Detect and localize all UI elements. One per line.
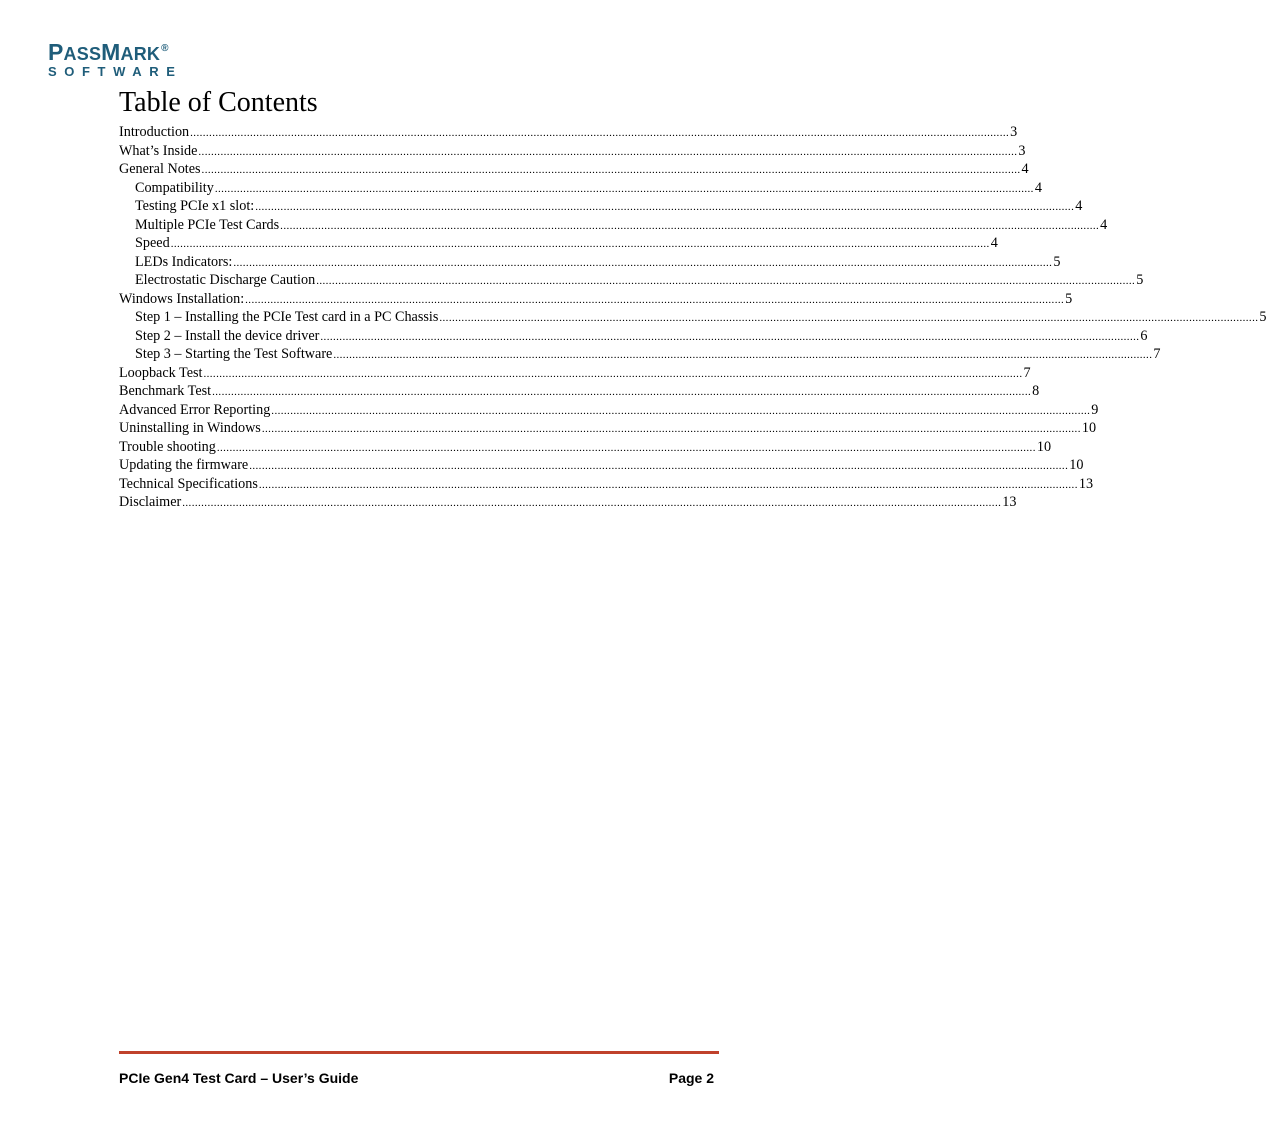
toc-entry-label: Advanced Error Reporting: [119, 401, 271, 418]
toc-entry-label: Benchmark Test: [119, 383, 212, 399]
toc-dot-leader: ....................................................................................................................................................................................................................................................................: [216, 441, 1036, 454]
toc-dot-leader: ....................................................................................................................................................................................................................................................................: [198, 145, 1018, 158]
toc-dot-leader: ....................................................................................................................................................................................................................................................................: [182, 497, 1002, 509]
registered-mark: ®: [161, 43, 169, 54]
toc-entry[interactable]: [119, 142, 1026, 161]
toc-dot-leader: ....................................................................................................................................................................................................................................................................: [255, 201, 1075, 213]
toc-entry-page: 4: [1100, 216, 1108, 233]
toc-entry-label: Testing PCIe x1 slot:: [135, 198, 255, 214]
toc-entry[interactable]: [119, 290, 1073, 309]
toc-dot-leader: ....................................................................................................................................................................................................................................................................: [320, 330, 1140, 343]
toc-entry[interactable]: [119, 234, 998, 253]
footer-page-number: Page 2: [668, 1070, 714, 1086]
toc-entry-page: 6: [1140, 327, 1148, 344]
toc-dot-leader: ....................................................................................................................................................................................................................................................................: [271, 404, 1091, 417]
toc-entry-label: Updating the firmware: [119, 457, 249, 473]
toc-entry[interactable]: [119, 308, 1266, 327]
toc-dot-leader: ....................................................................................................................................................................................................................................................................: [212, 386, 1032, 398]
toc-entry-page: 7: [1023, 364, 1031, 381]
toc-entry-page: 10: [1036, 438, 1052, 455]
toc-entry[interactable]: [119, 345, 1161, 364]
toc-entry[interactable]: [119, 197, 1083, 216]
toc-entry-label: General Notes: [119, 161, 201, 177]
toc-dot-leader: ....................................................................................................................................................................................................................................................................: [316, 275, 1136, 287]
toc-entry-page: 3: [1018, 142, 1026, 159]
toc-entry[interactable]: [119, 438, 1052, 457]
toc-dot-leader: ....................................................................................................................................................................................................................................................................: [245, 293, 1065, 306]
toc-dot-leader: ....................................................................................................................................................................................................................................................................: [261, 423, 1081, 435]
toc-entry-label: Loopback Test: [119, 364, 203, 381]
toc-entry-page: 5: [1065, 290, 1073, 307]
toc-entry[interactable]: [119, 123, 1018, 142]
toc-dot-leader: ....................................................................................................................................................................................................................................................................: [190, 127, 1010, 139]
toc-entry-label: Trouble shooting: [119, 438, 216, 455]
toc-entry-page: 5: [1259, 309, 1266, 325]
toc-entry[interactable]: [119, 493, 1017, 512]
logo-subtitle: SOFTWARE: [48, 64, 183, 79]
toc-dot-leader: ....................................................................................................................................................................................................................................................................: [258, 478, 1078, 491]
toc-entry[interactable]: [119, 327, 1148, 346]
toc-entry[interactable]: [119, 456, 1084, 475]
toc-entry-page: 5: [1053, 253, 1061, 270]
toc-entry-label: Windows Installation:: [119, 290, 245, 307]
toc-entry-label: Technical Specifications: [119, 475, 258, 492]
toc-dot-leader: ....................................................................................................................................................................................................................................................................: [249, 460, 1069, 472]
toc-entry-label: Step 1 – Installing the PCIe Test card in a PC Chassis: [135, 309, 439, 325]
toc-dot-leader: ....................................................................................................................................................................................................................................................................: [333, 349, 1153, 361]
toc-entry-label: Compatibility: [135, 179, 214, 196]
toc-entry-page: 7: [1153, 346, 1161, 362]
toc-entry-page: 10: [1081, 420, 1097, 436]
toc-entry[interactable]: [119, 382, 1040, 401]
toc-entry-label: Disclaimer: [119, 494, 182, 510]
toc-list: [119, 123, 1266, 512]
toc-entry-page: 13: [1078, 475, 1094, 492]
toc-entry[interactable]: [119, 271, 1144, 290]
toc-entry-page: 4: [1034, 179, 1042, 196]
toc-entry[interactable]: [119, 364, 1031, 383]
toc-entry[interactable]: [119, 419, 1097, 438]
toc-entry-page: 4: [990, 235, 998, 251]
toc-entry[interactable]: [119, 216, 1108, 235]
toc-entry-label: Electrostatic Discharge Caution: [135, 272, 316, 288]
toc-entry-page: 10: [1069, 457, 1084, 473]
toc-entry-page: 3: [1010, 124, 1018, 140]
toc-dot-leader: ....................................................................................................................................................................................................................................................................: [439, 312, 1259, 324]
toc-entry[interactable]: [119, 401, 1099, 420]
toc-entry-page: 4: [1075, 198, 1083, 214]
toc-entry-label: Step 2 – Install the device driver: [135, 327, 320, 344]
toc-dot-leader: ....................................................................................................................................................................................................................................................................: [233, 256, 1053, 269]
toc-entry-page: 5: [1136, 272, 1144, 288]
toc-entry[interactable]: [119, 475, 1094, 494]
footer-document-title: PCIe Gen4 Test Card – User’s Guide: [119, 1070, 359, 1086]
toc-entry[interactable]: [119, 253, 1061, 272]
toc-entry-label: Introduction: [119, 124, 190, 140]
toc-entry-page: 9: [1091, 401, 1099, 418]
toc-entry[interactable]: [119, 179, 1042, 198]
toc-entry-label: Step 3 – Starting the Test Software: [135, 346, 333, 362]
toc-entry-page: 13: [1002, 494, 1017, 510]
toc-entry-page: 8: [1032, 383, 1040, 399]
toc-entry-page: 4: [1021, 161, 1029, 177]
toc-title: Table of Contents: [119, 87, 318, 118]
toc-entry-label: What’s Inside: [119, 142, 198, 159]
passmark-logo: [48, 38, 182, 79]
toc-dot-leader: ....................................................................................................................................................................................................................................................................: [201, 164, 1021, 176]
toc-dot-leader: ....................................................................................................................................................................................................................................................................: [203, 367, 1023, 380]
toc-entry-label: Speed: [135, 235, 170, 251]
toc-dot-leader: ....................................................................................................................................................................................................................................................................: [280, 219, 1100, 232]
footer-rule: [119, 1051, 719, 1054]
toc-dot-leader: ....................................................................................................................................................................................................................................................................: [214, 182, 1034, 195]
toc-entry-label: Multiple PCIe Test Cards: [135, 216, 280, 233]
toc-entry-label: LEDs Indicators:: [135, 253, 233, 270]
toc-dot-leader: ....................................................................................................................................................................................................................................................................: [170, 238, 990, 250]
toc-entry-label: Uninstalling in Windows: [119, 420, 261, 436]
toc-entry[interactable]: [119, 160, 1029, 179]
logo-wordmark: PASSMARK®: [48, 39, 169, 65]
